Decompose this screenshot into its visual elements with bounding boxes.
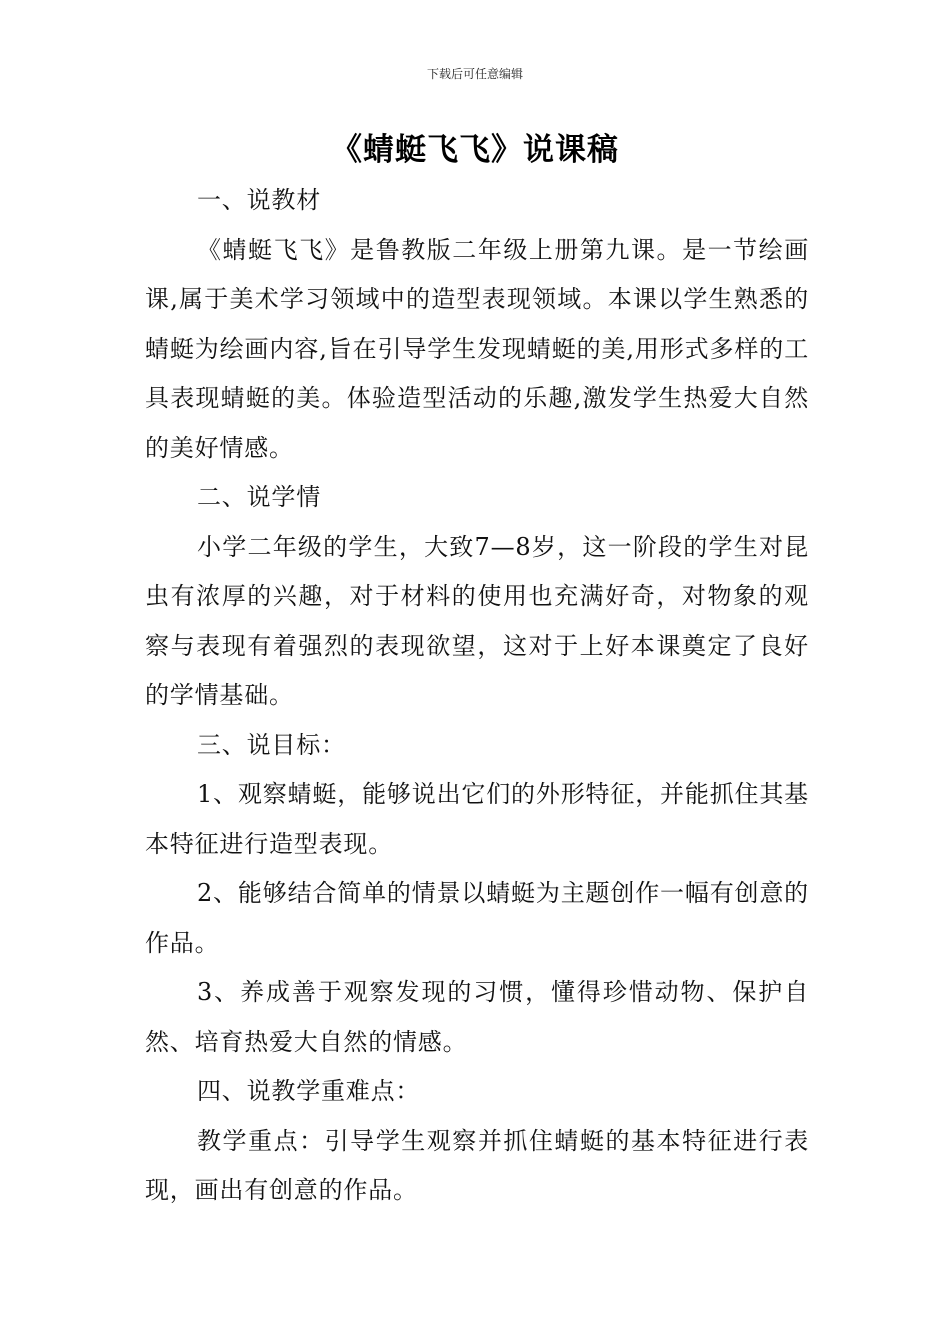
paragraph-teaching-material: 《蜻蜓飞飞》是鲁教版二年级上册第九课。是一节绘画课,属于美术学习领域中的造型表现领域。本课以学生熟悉的蜻蜓为绘画内容,旨在引导学生发现蜻蜓的美,用形式多样的工具表现蜻蜓的美。体验造型活动的乐趣,激发学生热爱大自然的美好情感。 — [145, 235, 809, 462]
section-heading-student-analysis: 二、说学情 — [197, 483, 321, 511]
objective-item-3: 3、养成善于观察发现的习惯，懂得珍惜动物、保护自然、培育热爱大自然的情感。 — [145, 978, 809, 1056]
objective-item-1: 1、观察蜻蜓，能够说出它们的外形特征，并能抓住其基本特征进行造型表现。 — [145, 780, 809, 858]
paragraph-student-analysis: 小学二年级的学生，大致7—8岁，这一阶段的学生对昆虫有浓厚的兴趣，对于材料的使用也充满好奇，对物象的观察与表现有着强烈的表现欲望，这对于上好本课奠定了良好的学情基础。 — [145, 532, 809, 709]
document-title: 《蜻蜓飞飞》说课稿 — [331, 132, 619, 168]
section-heading-objectives: 三、说目标： — [197, 730, 346, 759]
page-header-note: 下载后可任意编辑 — [426, 67, 523, 81]
objective-item-2: 2、能够结合简单的情景以蜻蜓为主题创作一幅有创意的作品。 — [145, 879, 809, 957]
paragraph-key-point: 教学重点：引导学生观察并抓住蜻蜓的基本特征进行表现，画出有创意的作品。 — [145, 1126, 809, 1204]
section-heading-teaching-material: 一、说教材 — [197, 186, 321, 214]
section-heading-key-points: 四、说教学重难点： — [197, 1077, 421, 1105]
document-body — [145, 176, 809, 1216]
